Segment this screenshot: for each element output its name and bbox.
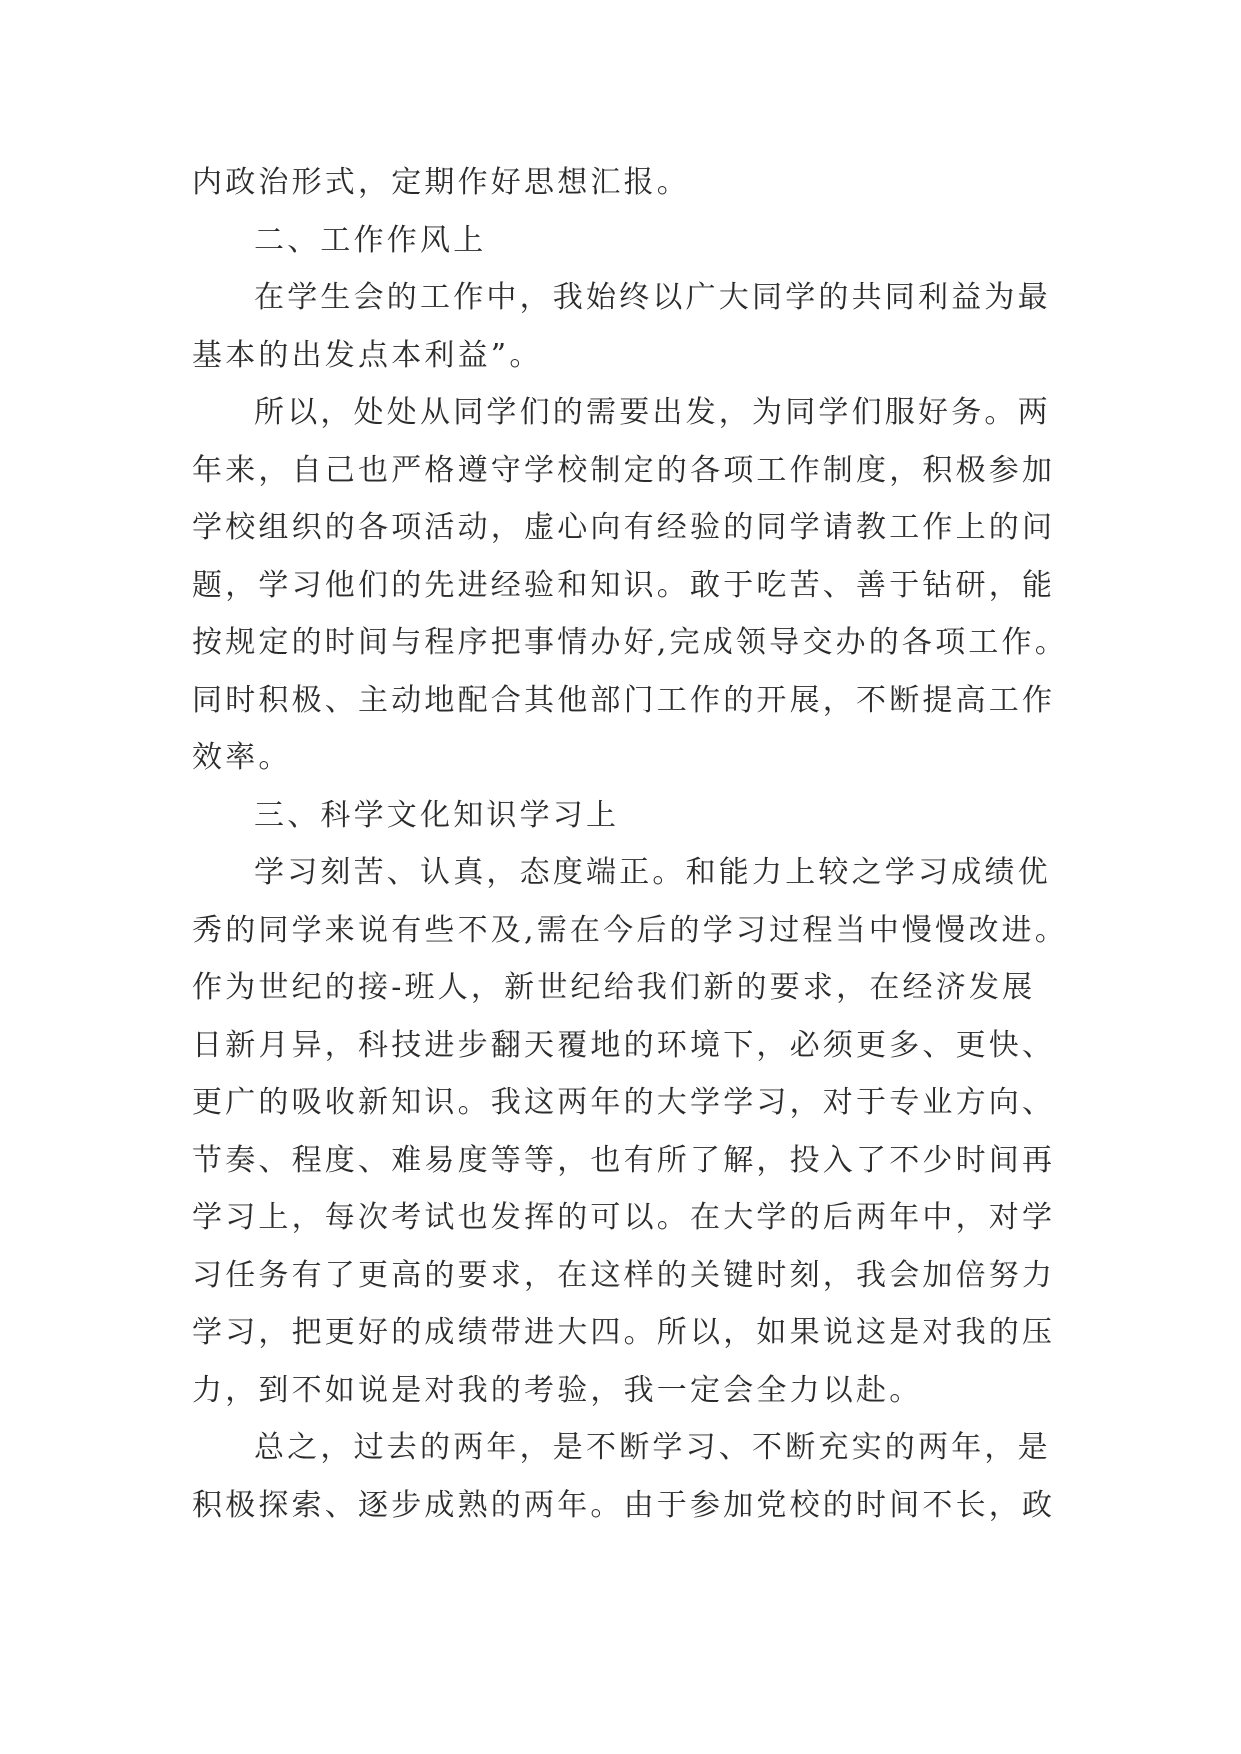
paragraph-4	[192, 844, 1072, 1419]
text-line: 习任务有了更高的要求，在这样的关键时刻，我会加倍努力	[192, 1257, 1056, 1293]
text-line: 总之，过去的两年，是不断学习、不断充实的两年，是	[254, 1430, 1051, 1465]
text-line: 在学生会的工作中，我始终以广大同学的共同利益为最	[254, 280, 1051, 315]
text-line: 学习上，每次考试也发挥的可以。在大学的后两年中，对学	[192, 1200, 1056, 1235]
text-line: 内政治形式，定期作好思想汇报。	[192, 165, 690, 200]
document-body	[192, 154, 1072, 1534]
text-line: 积极探索、逐步成熟的两年。由于参加党校的时间不长，政	[192, 1487, 1056, 1523]
paragraph-2	[192, 269, 1072, 384]
section-heading-study	[192, 787, 1072, 845]
text-line: 同时积极、主动地配合其他部门工作的开展，不断提高工作	[192, 682, 1056, 718]
text-line: 年来，自己也严格遵守学校制定的各项工作制度，积极参加	[192, 452, 1056, 488]
text-line: 按规定的时间与程序把事情办好,完成领导交办的各项工作。	[192, 625, 1068, 660]
text-line: 二、工作作风上	[254, 222, 487, 258]
text-line: 学习，把更好的成绩带进大四。所以，如果说这是对我的压	[192, 1315, 1056, 1350]
text-line: 更广的吸收新知识。我这两年的大学学习，对于专业方向、	[192, 1085, 1056, 1120]
text-line: 作为世纪的接-班人，新世纪给我们新的要求，在经济发展	[192, 970, 1036, 1005]
text-line: 秀的同学来说有些不及,需在今后的学习过程当中慢慢改进。	[192, 912, 1068, 948]
paragraph-5	[192, 1419, 1072, 1534]
text-line: 所以，处处从同学们的需要出发，为同学们服好务。两	[254, 395, 1051, 430]
text-line: 学习刻苦、认真，态度端正。和能力上较之学习成绩优	[254, 855, 1051, 890]
paragraph-3	[192, 384, 1072, 787]
text-line: 基本的出发点本利益”。	[192, 337, 543, 373]
text-line: 力，到不如说是对我的考验，我一定会全力以赴。	[192, 1372, 923, 1408]
text-line: 日新月异，科技进步翻天覆地的环境下，必须更多、更快、	[192, 1027, 1056, 1063]
paragraph-1	[192, 154, 1072, 212]
text-line: 效率。	[192, 740, 292, 775]
text-line: 节奏、程度、难易度等等，也有所了解，投入了不少时间再	[192, 1142, 1056, 1178]
text-line: 三、科学文化知识学习上	[254, 797, 620, 833]
text-line: 学校组织的各项活动，虚心向有经验的同学请教工作上的问	[192, 510, 1056, 545]
text-line: 题，学习他们的先进经验和知识。敢于吃苦、善于钻研，能	[192, 567, 1056, 603]
section-heading-work-style	[192, 212, 1072, 270]
